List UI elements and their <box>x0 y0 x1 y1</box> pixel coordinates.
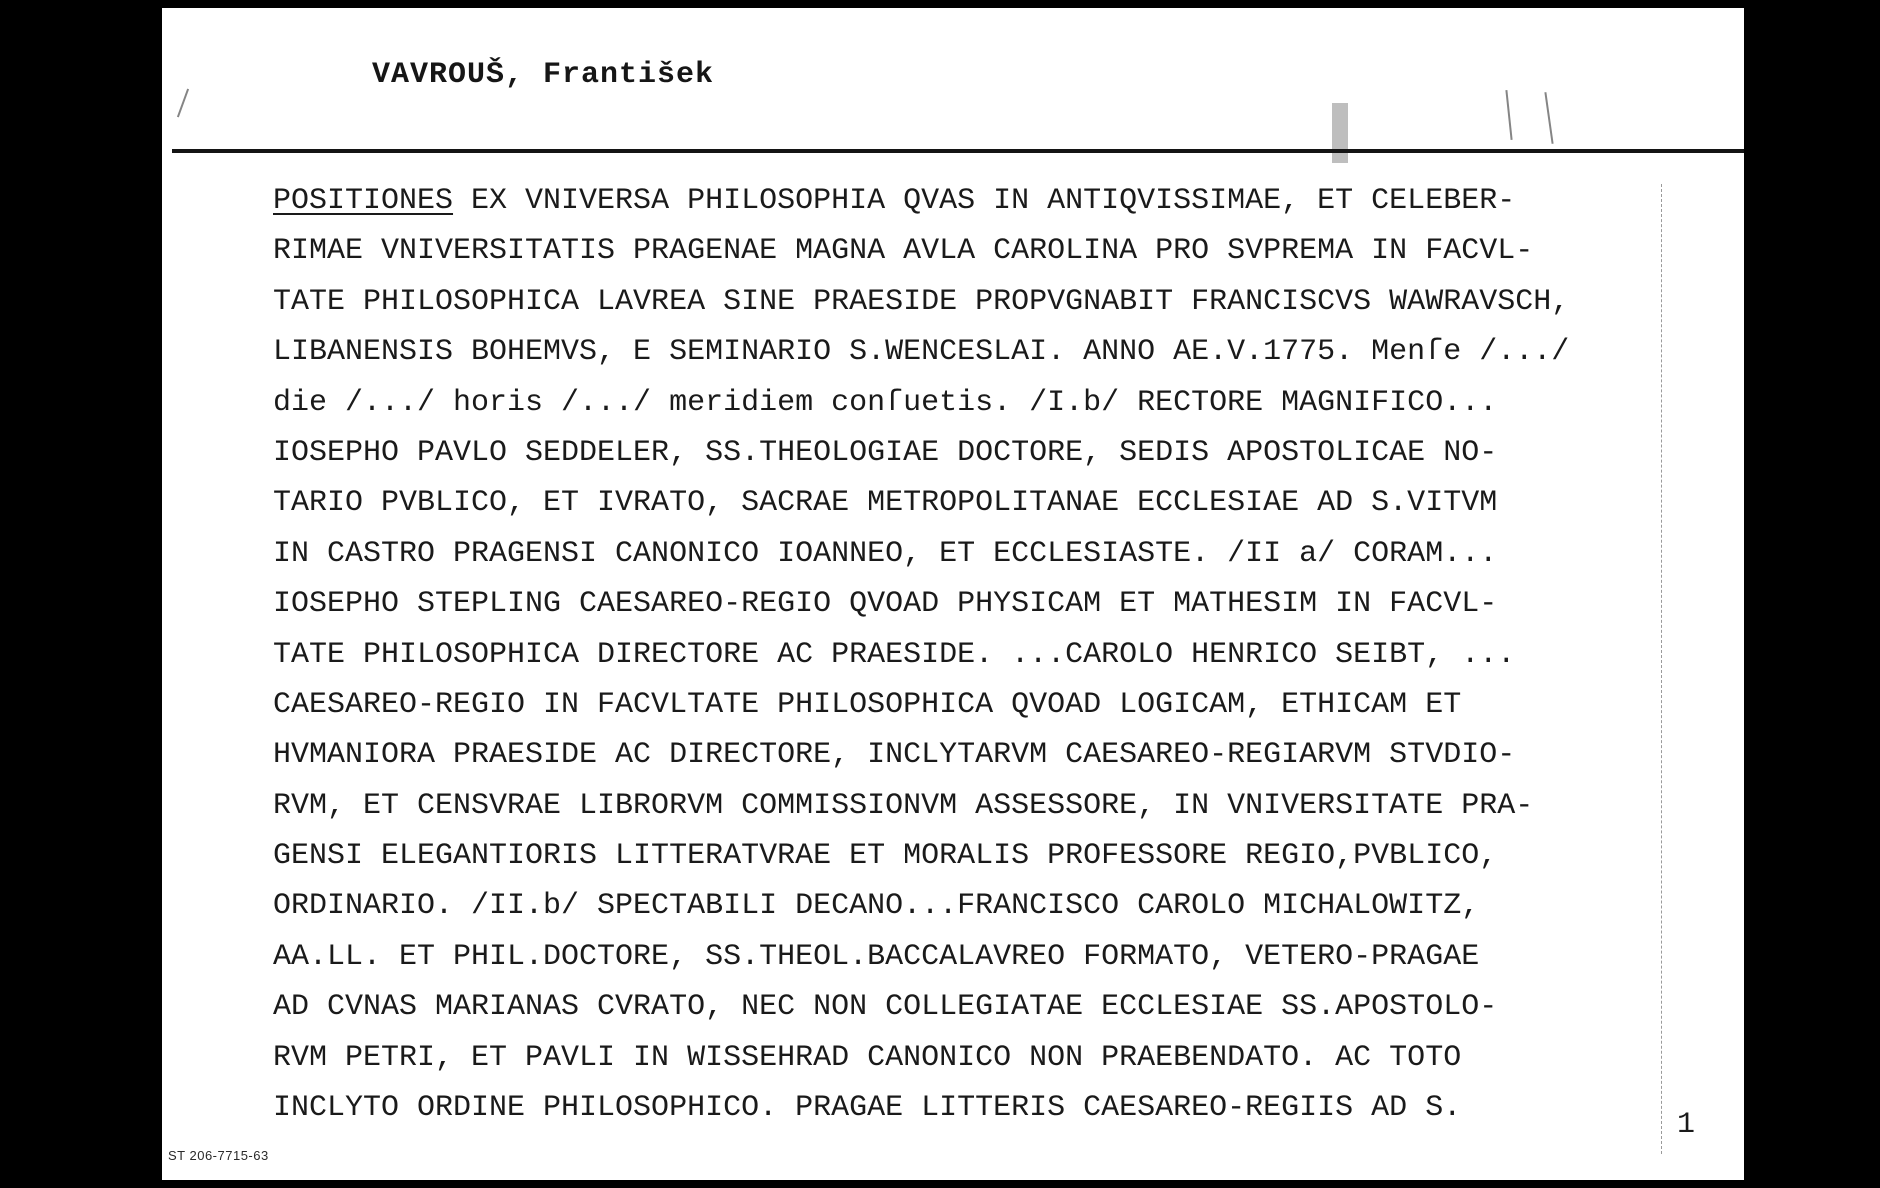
text-line-17: AD CVNAS MARIANAS CVRATO, NEC NON COLLEGIATAE ECCLESIAE SS.APOSTOLO- <box>273 990 1498 1025</box>
pencil-mark-right-1 <box>1505 90 1512 140</box>
pencil-mark-left <box>177 89 189 118</box>
text-line-11: CAESAREO-REGIO IN FACVLTATE PHILOSOPHICA QVOAD LOGICAM, ETHICAM ET <box>273 687 1462 722</box>
text-line-3: TATE PHILOSOPHICA LAVREA SINE PRAESIDE PROPVGNABIT FRANCISCVS WAWRAVSCH, <box>273 284 1570 319</box>
catalog-code: ST 206-7715-63 <box>168 1148 269 1163</box>
text-line-5: die /.../ horis /.../ meridiem conſuetis. /I.b/ RECTORE MAGNIFICO... <box>273 385 1498 420</box>
text-line-10: TATE PHILOSOPHICA DIRECTORE AC PRAESIDE. ...CAROLO HENRICO SEIBT, ... <box>273 637 1516 672</box>
text-line-19: INCLYTO ORDINE PHILOSOPHICO. PRAGAE LITTERIS CAESAREO-REGIIS AD S. <box>273 1091 1462 1126</box>
text-line-1 <box>273 176 1713 226</box>
card-heading: VAVROUŠ, František <box>372 58 715 92</box>
text-line-15: ORDINARIO. /II.b/ SPECTABILI DECANO...FRANCISCO CAROLO MICHALOWITZ, <box>273 889 1480 924</box>
text-line-13: RVM, ET CENSVRAE LIBRORVM COMMISSIONVM ASSESSORE, IN VNIVERSITATE PRA- <box>273 788 1534 823</box>
page-number: 1 <box>1677 1108 1696 1142</box>
text-line-1-rest: EX VNIVERSA PHILOSOPHIA QVAS IN ANTIQVISSIMAE, ET CELEBER- <box>453 184 1516 218</box>
card-body-text <box>273 176 1713 1133</box>
text-line-6: IOSEPHO PAVLO SEDDELER, SS.THEOLOGIAE DOCTORE, SEDIS APOSTOLICAE NO- <box>273 435 1498 470</box>
catalog-card <box>162 8 1744 1180</box>
text-line-9: IOSEPHO STEPLING CAESAREO-REGIO QVOAD PHYSICAM ET MATHESIM IN FACVL- <box>273 587 1498 622</box>
title-word: POSITIONES <box>273 184 454 218</box>
margin-rule <box>1661 184 1662 1154</box>
text-line-16: AA.LL. ET PHIL.DOCTORE, SS.THEOL.BACCALAVREO FORMATO, VETERO-PRAGAE <box>273 939 1480 974</box>
text-line-4: LIBANENSIS BOHEMVS, E SEMINARIO S.WENCESLAI. ANNO AE.V.1775. Menſe /.../ <box>273 335 1570 370</box>
heading-rule <box>172 149 1744 153</box>
text-line-14: GENSI ELEGANTIORIS LITTERATVRAE ET MORALIS PROFESSORE REGIO,PVBLICO, <box>273 839 1498 874</box>
text-line-12: HVMANIORA PRAESIDE AC DIRECTORE, INCLYTARVM CAESAREO-REGIARVM STVDIO- <box>273 738 1516 773</box>
ink-smudge <box>1332 103 1348 163</box>
text-line-2: RIMAE VNIVERSITATIS PRAGENAE MAGNA AVLA CAROLINA PRO SVPREMA IN FACVL- <box>273 234 1534 269</box>
text-line-18: RVM PETRI, ET PAVLI IN WISSEHRAD CANONICO NON PRAEBENDATO. AC TOTO <box>273 1040 1462 1075</box>
text-line-8: IN CASTRO PRAGENSI CANONICO IOANNEO, ET ECCLESIASTE. /II a/ CORAM... <box>273 536 1498 571</box>
pencil-mark-right-2 <box>1544 92 1553 144</box>
text-line-7: TARIO PVBLICO, ET IVRATO, SACRAE METROPOLITANAE ECCLESIAE AD S.VITVM <box>273 486 1498 521</box>
